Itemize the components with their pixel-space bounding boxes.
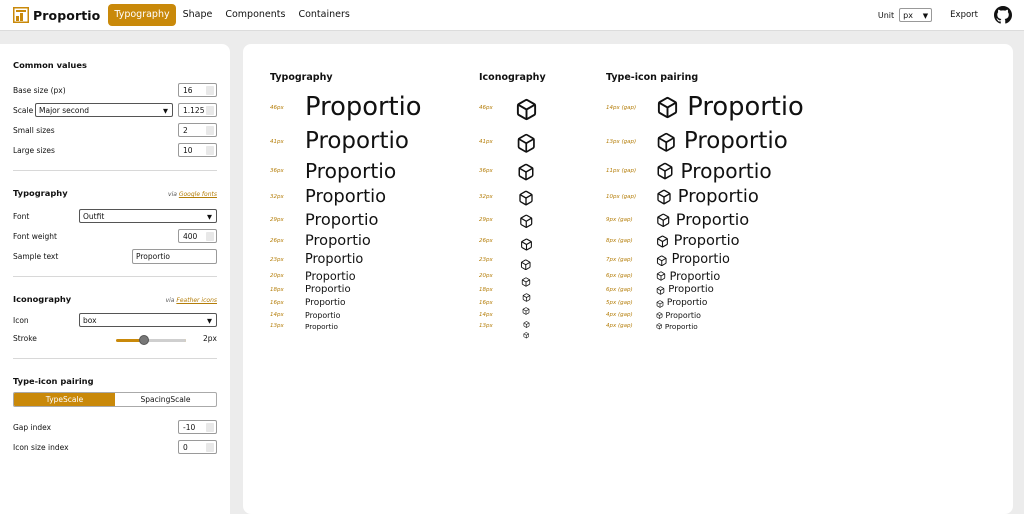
type-size-label: 46px xyxy=(270,105,284,111)
large-sizes-input[interactable]: 10 xyxy=(178,143,217,157)
stroke-slider-thumb[interactable] xyxy=(139,335,149,345)
box-icon xyxy=(656,271,666,281)
chevron-down-icon: ▼ xyxy=(163,107,168,115)
type-sample: Proportio xyxy=(305,310,341,320)
pairing-sample xyxy=(656,271,720,282)
font-weight-row xyxy=(13,226,217,246)
small-sizes-label: Small sizes xyxy=(13,125,55,135)
pairing-text: Proportio xyxy=(673,231,740,249)
pairing-sample xyxy=(656,312,701,320)
box-icon xyxy=(518,190,534,206)
type-size-label: 18px xyxy=(270,287,284,293)
app-name: Proportio xyxy=(33,7,101,23)
stepper-icon[interactable] xyxy=(206,443,214,452)
icon-size-label: 36px xyxy=(479,168,493,174)
icon-size-label: 29px xyxy=(479,217,493,223)
icon-sample xyxy=(517,163,535,185)
iconography-column-title: Iconography xyxy=(479,72,546,83)
nav-tab-typography[interactable]: Typography xyxy=(108,4,175,26)
type-size-label: 14px xyxy=(270,312,284,318)
type-size-label: 20px xyxy=(270,273,284,279)
box-icon xyxy=(517,163,535,181)
box-icon xyxy=(515,98,538,121)
icon-size-label: 16px xyxy=(479,300,493,306)
pairing-text: Proportio xyxy=(680,158,772,183)
pairing-text: Proportio xyxy=(687,91,804,122)
gap-label: 6px (gap) xyxy=(606,287,633,293)
base-size-label: Base size (px) xyxy=(13,85,66,95)
pairing-text: Proportio xyxy=(683,128,788,155)
icon-size-label: 14px xyxy=(479,312,493,318)
logo[interactable] xyxy=(13,7,100,23)
stepper-icon[interactable] xyxy=(206,146,214,155)
chevron-down-icon: ▼ xyxy=(922,12,929,20)
sample-text-row xyxy=(13,246,217,266)
chevron-down-icon: ▼ xyxy=(207,317,212,325)
scale-select[interactable]: Major second ▼ xyxy=(35,103,173,117)
unit-select[interactable] xyxy=(899,8,932,22)
pairing-sample xyxy=(656,323,698,330)
pairing-column-title: Type-icon pairing xyxy=(606,72,699,83)
nav-tab-components[interactable]: Components xyxy=(225,9,286,20)
pairing-sample xyxy=(656,212,749,228)
unit-value: px xyxy=(903,10,913,20)
type-sample: Proportio xyxy=(305,186,387,208)
pairing-sample xyxy=(656,299,707,308)
box-icon xyxy=(519,214,534,229)
gap-label: 4px (gap) xyxy=(606,323,633,329)
gap-index-input[interactable]: -10 xyxy=(178,420,217,434)
box-icon xyxy=(656,189,672,205)
pairing-text: Proportio xyxy=(669,269,721,283)
type-size-label: 36px xyxy=(270,168,284,174)
gap-label: 5px (gap) xyxy=(606,300,633,306)
box-icon xyxy=(656,162,674,180)
type-size-label: 29px xyxy=(270,217,284,223)
stroke-value: 2px xyxy=(203,333,217,343)
box-icon xyxy=(656,96,679,119)
pairing-text: Proportio xyxy=(677,186,759,208)
gap-label: 6px (gap) xyxy=(606,273,633,279)
box-icon xyxy=(520,259,532,271)
icon-label: Icon xyxy=(13,315,29,325)
icon-size-label: 26px xyxy=(479,238,493,244)
icon-size-index-row xyxy=(13,437,217,457)
box-icon xyxy=(656,213,671,228)
icon-size-index-input[interactable]: 0 xyxy=(178,440,217,454)
export-button[interactable]: Export xyxy=(950,10,978,20)
icon-size-label: 13px xyxy=(479,323,493,329)
base-size-input[interactable]: 16 xyxy=(178,83,217,97)
feather-icons-link[interactable]: Feather icons xyxy=(176,297,217,304)
gap-label: 8px (gap) xyxy=(606,238,633,244)
icon-size-label: 32px xyxy=(479,194,493,200)
icon-sample xyxy=(523,324,530,343)
box-icon xyxy=(521,277,531,287)
nav-tab-shape[interactable]: Shape xyxy=(182,9,213,20)
box-icon xyxy=(656,323,663,330)
type-sample: Proportio xyxy=(305,321,338,331)
stroke-row xyxy=(13,330,217,346)
typescale-option[interactable]: TypeScale xyxy=(14,393,115,406)
stepper-icon[interactable] xyxy=(206,423,214,432)
sample-text-label: Sample text xyxy=(13,251,59,261)
gap-index-label: Gap index xyxy=(13,422,52,432)
font-weight-input[interactable]: 400 xyxy=(178,229,217,243)
font-row xyxy=(13,206,217,226)
scale-value-input[interactable]: 1.125 xyxy=(178,103,217,117)
typography-column-title: Typography xyxy=(270,72,333,83)
type-sample: Proportio xyxy=(305,210,379,230)
box-icon xyxy=(520,238,533,251)
unit-label: Unit xyxy=(877,10,895,20)
type-sample: Proportio xyxy=(305,251,364,267)
chevron-down-icon: ▼ xyxy=(207,213,212,221)
icon-size-index-label: Icon size index xyxy=(13,442,69,452)
type-sample: Proportio xyxy=(305,91,422,122)
icon-size-label: 23px xyxy=(479,257,493,263)
box-icon xyxy=(656,286,665,295)
font-label: Font xyxy=(13,211,30,221)
large-sizes-label: Large sizes xyxy=(13,145,55,155)
icon-size-label: 46px xyxy=(479,105,493,111)
icon-sample xyxy=(519,214,534,233)
type-size-label: 41px xyxy=(270,139,284,145)
icon-select[interactable]: box ▼ xyxy=(79,313,217,327)
type-sample: Proportio xyxy=(305,269,356,283)
gap-label: 10px (gap) xyxy=(606,194,637,200)
gap-label: 7px (gap) xyxy=(606,257,633,263)
typography-section-title: Typography via Google fonts xyxy=(13,188,217,198)
nav-tab-containers[interactable]: Containers xyxy=(298,9,350,20)
small-sizes-input[interactable]: 2 xyxy=(178,123,217,137)
pairing-text: Proportio xyxy=(664,321,698,331)
type-size-label: 32px xyxy=(270,194,284,200)
sample-text-input[interactable]: Proportio xyxy=(132,249,217,264)
base-size-row xyxy=(13,80,217,100)
stepper-icon[interactable] xyxy=(206,232,214,241)
type-sample: Proportio xyxy=(305,298,346,309)
pairing-text: Proportio xyxy=(671,251,730,267)
top-bar xyxy=(0,0,1024,31)
stroke-label: Stroke xyxy=(13,333,37,343)
box-icon xyxy=(656,235,669,248)
pairing-sample xyxy=(656,285,714,295)
scale-mode-toggle xyxy=(13,392,217,407)
pairing-text: Proportio xyxy=(666,298,708,309)
type-sample: Proportio xyxy=(305,231,371,249)
gap-label: 11px (gap) xyxy=(606,168,637,174)
icon-size-label: 20px xyxy=(479,273,493,279)
type-sample: Proportio xyxy=(305,128,409,155)
icon-row xyxy=(13,310,217,330)
box-icon xyxy=(656,300,664,308)
small-sizes-row xyxy=(13,120,217,140)
pairing-sample xyxy=(656,231,740,249)
pairing-sample xyxy=(656,158,772,183)
pairing-sample xyxy=(656,91,804,122)
stepper-icon[interactable] xyxy=(206,106,214,115)
stepper-icon[interactable] xyxy=(206,126,214,135)
type-size-label: 13px xyxy=(270,323,284,329)
box-icon xyxy=(656,255,668,267)
gap-label: 14px (gap) xyxy=(606,105,637,111)
scale-label: Scale xyxy=(13,105,34,115)
type-sample: Proportio xyxy=(305,284,351,296)
icon-size-label: 41px xyxy=(479,139,493,145)
pairing-text: Proportio xyxy=(668,284,714,296)
icon-sample xyxy=(516,133,537,158)
type-size-label: 16px xyxy=(270,300,284,306)
settings-sidebar xyxy=(0,44,230,514)
pairing-text: Proportio xyxy=(665,310,701,320)
gap-label: 13px (gap) xyxy=(606,139,637,145)
logo-icon xyxy=(13,7,29,23)
type-size-label: 23px xyxy=(270,257,284,263)
preview-panel xyxy=(243,44,1013,514)
font-weight-label: Font weight xyxy=(13,231,58,241)
box-icon xyxy=(656,132,677,153)
stepper-icon[interactable] xyxy=(206,86,214,95)
icon-sample xyxy=(515,98,538,125)
type-size-label: 26px xyxy=(270,238,284,244)
large-sizes-row xyxy=(13,140,217,160)
common-values-title: Common values xyxy=(13,60,87,70)
box-icon xyxy=(516,133,537,154)
iconography-section-title: Iconography via Feather icons xyxy=(13,294,217,304)
github-icon[interactable] xyxy=(994,6,1012,24)
spacingscale-option[interactable]: SpacingScale xyxy=(140,395,191,404)
scale-row xyxy=(13,100,217,120)
box-icon xyxy=(523,332,530,339)
icon-sample xyxy=(520,236,533,255)
gap-label: 9px (gap) xyxy=(606,217,633,223)
main-nav xyxy=(108,4,356,26)
gap-label: 4px (gap) xyxy=(606,312,633,318)
gap-index-row xyxy=(13,417,217,437)
font-select[interactable]: Outfit ▼ xyxy=(79,209,217,223)
pairing-section-title: Type-icon pairing xyxy=(13,376,94,386)
icon-size-label: 18px xyxy=(479,287,493,293)
pairing-sample xyxy=(656,251,730,267)
pairing-sample xyxy=(656,188,759,206)
icon-sample xyxy=(518,190,534,210)
type-sample: Proportio xyxy=(305,158,397,183)
pairing-sample xyxy=(656,130,788,153)
stroke-slider[interactable] xyxy=(116,339,186,342)
pairing-text: Proportio xyxy=(675,210,750,230)
box-icon xyxy=(656,312,663,319)
google-fonts-link[interactable]: Google fonts xyxy=(178,191,217,198)
